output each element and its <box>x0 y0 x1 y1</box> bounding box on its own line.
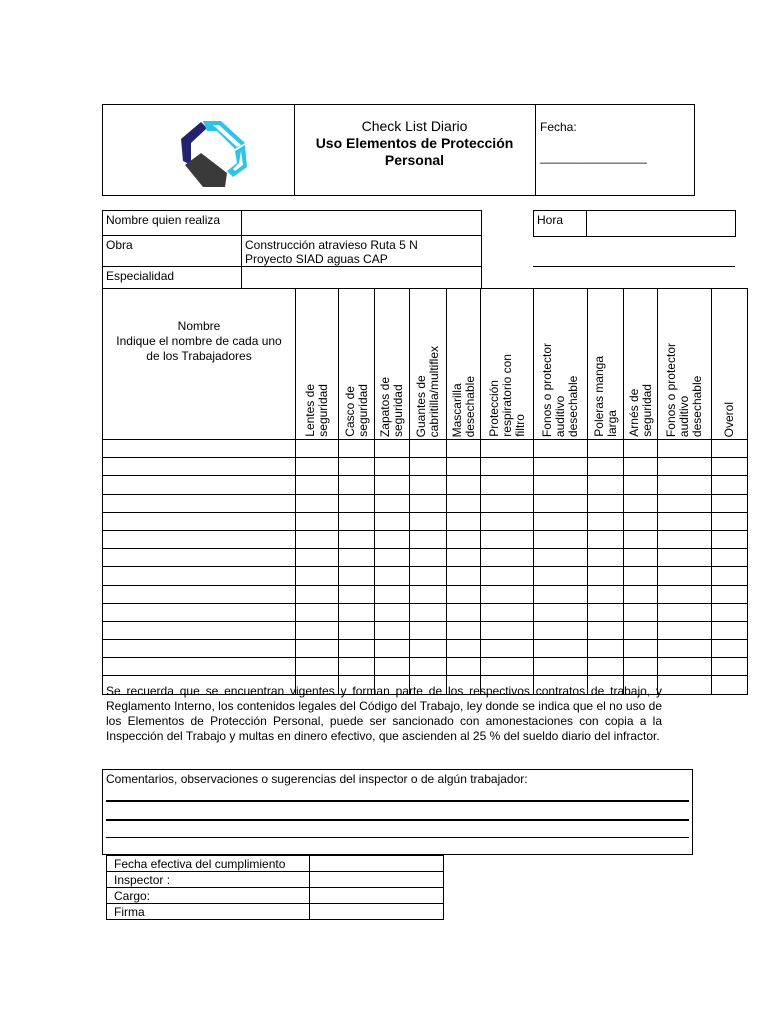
ppe-column-label <box>541 340 580 439</box>
ppe-check-cell[interactable] <box>447 640 481 658</box>
ppe-check-cell[interactable] <box>447 621 481 639</box>
ppe-check-cell[interactable] <box>339 603 375 621</box>
ppe-check-cell[interactable] <box>296 494 339 512</box>
ppe-check-cell[interactable] <box>339 585 375 603</box>
ppe-check-cell[interactable] <box>375 494 410 512</box>
ppe-check-cell[interactable] <box>447 567 481 585</box>
comments-line-1 <box>106 800 689 802</box>
name-column-header <box>103 289 296 440</box>
ppe-check-cell[interactable] <box>481 603 534 621</box>
signature-row <box>107 888 444 904</box>
ppe-check-cell[interactable] <box>339 658 375 676</box>
ppe-column-label-line: respiratorio con <box>499 354 514 437</box>
ppe-check-cell[interactable] <box>624 585 658 603</box>
table-row <box>103 567 748 585</box>
ppe-check-cell[interactable] <box>534 621 588 639</box>
signature-table <box>106 855 444 920</box>
ppe-column-label <box>593 353 619 439</box>
ppe-check-cell[interactable] <box>712 585 748 603</box>
obra-label-cell <box>102 235 242 267</box>
ppe-check-cell[interactable] <box>588 530 624 548</box>
table-row <box>103 530 748 548</box>
ppe-column-header <box>712 289 748 440</box>
ppe-check-cell[interactable] <box>534 440 588 458</box>
ppe-check-cell[interactable] <box>712 640 748 658</box>
ppe-check-cell[interactable] <box>296 640 339 658</box>
ppe-check-cell[interactable] <box>296 440 339 458</box>
signature-row-field[interactable] <box>310 888 444 904</box>
ppe-check-cell[interactable] <box>447 603 481 621</box>
ppe-check-cell[interactable] <box>588 658 624 676</box>
ppe-column-header <box>481 289 534 440</box>
ppe-column-label-line: filtro <box>512 414 527 437</box>
title-line-2: Uso Elementos de Protección <box>315 135 514 151</box>
ppe-column-header <box>624 289 658 440</box>
table-row <box>103 476 748 494</box>
comments-line-2 <box>106 819 689 821</box>
ppe-check-cell[interactable] <box>534 494 588 512</box>
ppe-check-cell[interactable] <box>339 549 375 567</box>
ppe-check-cell[interactable] <box>712 512 748 530</box>
especialidad-field[interactable] <box>241 266 482 289</box>
ppe-check-cell[interactable] <box>481 530 534 548</box>
table-row <box>103 440 748 458</box>
ppe-check-cell[interactable] <box>410 512 447 530</box>
ppe-check-cell[interactable] <box>410 549 447 567</box>
ppe-check-cell[interactable] <box>339 494 375 512</box>
ppe-column-label-line: cabritilla/multiflex <box>427 345 441 437</box>
ppe-column-header <box>375 289 410 440</box>
ppe-check-cell[interactable] <box>481 640 534 658</box>
ppe-check-cell[interactable] <box>624 567 658 585</box>
ppe-check-cell[interactable] <box>658 658 712 676</box>
especialidad-label: Especialidad <box>106 269 175 283</box>
fecha-field[interactable]: ________________ <box>540 150 647 164</box>
ppe-check-cell[interactable] <box>481 585 534 603</box>
ppe-check-cell[interactable] <box>296 512 339 530</box>
ppe-column-header <box>658 289 712 440</box>
ppe-check-cell[interactable] <box>296 621 339 639</box>
ppe-column-label-line: Fonos o protector <box>664 342 678 437</box>
ppe-column-label <box>344 381 370 439</box>
ppe-column-label-line: Guantes de <box>414 374 428 437</box>
ppe-check-cell[interactable] <box>447 440 481 458</box>
ppe-check-cell[interactable] <box>375 621 410 639</box>
ppe-column-label-line: seguridad <box>355 384 370 437</box>
ppe-check-cell[interactable] <box>481 549 534 567</box>
ppe-check-cell[interactable] <box>658 567 712 585</box>
ppe-check-cell[interactable] <box>481 567 534 585</box>
ppe-check-cell[interactable] <box>447 512 481 530</box>
comments-title: Comentarios, observaciones o sugerencias del inspector o de algún trabajador: <box>106 772 528 786</box>
table-row <box>103 549 748 567</box>
worker-name-cell[interactable] <box>103 512 296 530</box>
ppe-check-cell[interactable] <box>296 549 339 567</box>
ppe-column-label-line: Arnés de <box>626 388 641 437</box>
ppe-check-cell[interactable] <box>296 476 339 494</box>
ppe-check-cell[interactable] <box>588 585 624 603</box>
ppe-check-cell[interactable] <box>375 640 410 658</box>
ppe-check-cell[interactable] <box>339 640 375 658</box>
ppe-check-cell[interactable] <box>534 530 588 548</box>
ppe-check-cell[interactable] <box>588 567 624 585</box>
ppe-check-cell[interactable] <box>534 567 588 585</box>
ppe-check-cell[interactable] <box>624 512 658 530</box>
worker-name-cell[interactable] <box>103 585 296 603</box>
ppe-check-cell[interactable] <box>296 567 339 585</box>
signature-row-field[interactable] <box>310 856 444 872</box>
worker-name-cell[interactable] <box>103 440 296 458</box>
worker-name-cell[interactable] <box>103 603 296 621</box>
ppe-column-header <box>534 289 588 440</box>
ppe-column-label-line: desechable <box>690 375 704 437</box>
ppe-check-cell[interactable] <box>534 585 588 603</box>
ppe-check-cell[interactable] <box>712 658 748 676</box>
worker-name-cell[interactable] <box>103 658 296 676</box>
ppe-check-cell[interactable] <box>447 585 481 603</box>
ppe-check-cell[interactable] <box>588 440 624 458</box>
ppe-check-cell[interactable] <box>624 621 658 639</box>
ppe-check-cell[interactable] <box>481 458 534 476</box>
ppe-column-label-line: auditivo <box>553 395 567 437</box>
ppe-check-cell[interactable] <box>410 494 447 512</box>
ppe-check-cell[interactable] <box>447 549 481 567</box>
ppe-check-cell[interactable] <box>447 530 481 548</box>
ppe-checklist-table <box>102 288 748 695</box>
table-row <box>103 585 748 603</box>
ppe-check-cell[interactable] <box>658 512 712 530</box>
ppe-check-cell[interactable] <box>588 603 624 621</box>
ppe-check-cell[interactable] <box>712 440 748 458</box>
ppe-column-label-line: Overol <box>722 401 736 437</box>
company-logo <box>103 105 294 197</box>
ppe-check-cell[interactable] <box>375 512 410 530</box>
especialidad-label-cell <box>102 266 242 289</box>
signature-row-field[interactable] <box>310 872 444 888</box>
ppe-column-label-line: desechable <box>566 375 580 437</box>
ppe-check-cell[interactable] <box>410 458 447 476</box>
ppe-check-cell[interactable] <box>624 640 658 658</box>
nombre-label-cell <box>102 210 242 236</box>
ppe-check-cell[interactable] <box>588 476 624 494</box>
ppe-check-cell[interactable] <box>588 549 624 567</box>
title-line-1: Check List Diario <box>361 118 468 134</box>
ppe-column-label-line: seguridad <box>316 384 330 437</box>
ppe-check-cell[interactable] <box>712 458 748 476</box>
hora-label: Hora <box>537 213 564 227</box>
ppe-check-cell[interactable] <box>658 476 712 494</box>
table-row <box>103 603 748 621</box>
ppe-check-cell[interactable] <box>712 603 748 621</box>
ppe-check-cell[interactable] <box>624 476 658 494</box>
ppe-check-cell[interactable] <box>712 567 748 585</box>
worker-name-cell[interactable] <box>103 458 296 476</box>
comments-line-3 <box>106 837 689 838</box>
ppe-check-cell[interactable] <box>624 494 658 512</box>
table-row <box>103 512 748 530</box>
hora-underline <box>533 266 735 267</box>
ppe-column-label-line: Protección <box>486 380 501 437</box>
form-header <box>102 104 695 196</box>
ppe-check-cell[interactable] <box>588 494 624 512</box>
obra-line-2: Proyecto SIAD aguas CAP <box>245 252 388 266</box>
ppe-check-cell[interactable] <box>658 676 712 694</box>
ppe-check-cell[interactable] <box>375 567 410 585</box>
ppe-check-cell[interactable] <box>588 621 624 639</box>
name-header-line-1: Nombre <box>177 319 221 333</box>
ppe-check-cell[interactable] <box>534 512 588 530</box>
ppe-column-label <box>723 399 736 439</box>
hora-label-cell <box>533 210 587 237</box>
ppe-check-cell[interactable] <box>658 440 712 458</box>
ppe-check-cell[interactable] <box>534 549 588 567</box>
ppe-check-cell[interactable] <box>534 603 588 621</box>
obra-field[interactable] <box>241 235 482 267</box>
signature-row-label: Fecha efectiva del cumplimiento <box>107 856 310 872</box>
ppe-check-cell[interactable] <box>712 676 748 694</box>
ppe-column-header <box>410 289 447 440</box>
legal-notice: Se recuerda que se encuentran vigentes y forman parte de los respectivos contratos de trabajo, y Reglamento Interno, los contenidos legales del Código del Trabajo, ley donde se indica que el no uso de los Elementos de Protección Personal, puede ser sancionado con amonestaciones con copia a la Inspección del Trabajo y multas en dinero efectivo, que ascienden al 25 % del sueldo diario del infractor. <box>106 684 662 743</box>
ppe-check-cell[interactable] <box>534 476 588 494</box>
ppe-check-cell[interactable] <box>410 476 447 494</box>
ppe-check-cell[interactable] <box>481 494 534 512</box>
ppe-check-cell[interactable] <box>375 603 410 621</box>
ppe-check-cell[interactable] <box>624 440 658 458</box>
ppe-check-cell[interactable] <box>658 530 712 548</box>
ppe-check-cell[interactable] <box>339 458 375 476</box>
worker-name-cell[interactable] <box>103 549 296 567</box>
ppe-check-cell[interactable] <box>658 549 712 567</box>
ppe-column-header <box>588 289 624 440</box>
obra-line-1: Construcción atravieso Ruta 5 N <box>245 238 418 252</box>
ppe-column-label <box>665 340 704 439</box>
ppe-check-cell[interactable] <box>658 603 712 621</box>
ppe-column-label <box>304 381 330 439</box>
ppe-check-cell[interactable] <box>410 567 447 585</box>
ppe-check-cell[interactable] <box>447 458 481 476</box>
ppe-check-cell[interactable] <box>375 530 410 548</box>
name-header-line-3: de los Trabajadores <box>146 349 252 363</box>
ppe-check-cell[interactable] <box>296 585 339 603</box>
ppe-check-cell[interactable] <box>712 621 748 639</box>
table-row <box>103 458 748 476</box>
signature-row-field[interactable] <box>310 904 444 920</box>
signature-row <box>107 904 444 920</box>
ppe-check-cell[interactable] <box>658 494 712 512</box>
ppe-column-label-line: seguridad <box>639 384 654 437</box>
ppe-column-label-line: Zapatos de <box>378 376 392 437</box>
ppe-check-cell[interactable] <box>481 658 534 676</box>
ppe-check-cell[interactable] <box>481 512 534 530</box>
ppe-check-cell[interactable] <box>712 476 748 494</box>
logo-cell <box>103 105 295 195</box>
nombre-field[interactable] <box>241 210 482 236</box>
ppe-column-label-line: desechable <box>462 375 477 437</box>
ppe-check-cell[interactable] <box>712 530 748 548</box>
ppe-check-cell[interactable] <box>712 549 748 567</box>
worker-name-cell[interactable] <box>103 530 296 548</box>
ppe-column-header <box>339 289 375 440</box>
title-cell <box>294 105 536 195</box>
ppe-check-cell[interactable] <box>624 549 658 567</box>
ppe-column-label <box>488 351 527 439</box>
ppe-check-cell[interactable] <box>296 658 339 676</box>
ppe-check-cell[interactable] <box>339 440 375 458</box>
ppe-check-cell[interactable] <box>296 603 339 621</box>
ppe-column-label-line: Mascarilla <box>449 382 464 437</box>
ppe-check-cell[interactable] <box>375 549 410 567</box>
signature-row-label: Firma <box>107 904 310 920</box>
table-row <box>103 658 748 676</box>
fecha-label: Fecha: <box>540 120 577 134</box>
worker-name-cell[interactable] <box>103 640 296 658</box>
hora-field[interactable] <box>586 210 736 237</box>
name-header-line-2: Indique el nombre de cada uno <box>116 334 282 348</box>
ppe-column-label-line: Lentes de <box>303 384 317 437</box>
worker-name-cell[interactable] <box>103 494 296 512</box>
ppe-column-label <box>451 373 477 439</box>
table-row <box>103 621 748 639</box>
signature-row <box>107 856 444 872</box>
signature-row-label: Inspector : <box>107 872 310 888</box>
ppe-check-cell[interactable] <box>410 621 447 639</box>
ppe-check-cell[interactable] <box>410 585 447 603</box>
grid-header-row <box>103 289 748 440</box>
ppe-check-cell[interactable] <box>410 530 447 548</box>
ppe-check-cell[interactable] <box>712 494 748 512</box>
obra-label: Obra <box>106 238 133 252</box>
ppe-check-cell[interactable] <box>375 658 410 676</box>
ppe-column-label-line: Casco de <box>342 386 357 437</box>
worker-name-cell[interactable] <box>103 567 296 585</box>
ppe-check-cell[interactable] <box>481 621 534 639</box>
ppe-check-cell[interactable] <box>624 530 658 548</box>
ppe-check-cell[interactable] <box>534 640 588 658</box>
fecha-cell <box>535 105 694 195</box>
worker-name-cell[interactable] <box>103 476 296 494</box>
ppe-column-label <box>415 343 441 439</box>
ppe-column-label-line: seguridad <box>391 384 405 437</box>
ppe-check-cell[interactable] <box>296 530 339 548</box>
ppe-check-cell[interactable] <box>339 621 375 639</box>
ppe-check-cell[interactable] <box>481 476 534 494</box>
ppe-column-label-line: larga <box>604 410 619 437</box>
ppe-check-cell[interactable] <box>410 658 447 676</box>
ppe-check-cell[interactable] <box>588 640 624 658</box>
ppe-check-cell[interactable] <box>375 476 410 494</box>
table-row <box>103 494 748 512</box>
nombre-label: Nombre quien realiza <box>106 213 221 227</box>
title-line-3: Personal <box>384 152 445 168</box>
ppe-check-cell[interactable] <box>534 458 588 476</box>
ppe-check-cell[interactable] <box>410 440 447 458</box>
ppe-check-cell[interactable] <box>410 640 447 658</box>
ppe-check-cell[interactable] <box>658 640 712 658</box>
ppe-check-cell[interactable] <box>624 458 658 476</box>
ppe-check-cell[interactable] <box>296 458 339 476</box>
ppe-check-cell[interactable] <box>447 476 481 494</box>
ppe-column-label-line: Poleras manga <box>591 356 606 437</box>
signature-row <box>107 872 444 888</box>
ppe-check-cell[interactable] <box>375 458 410 476</box>
ppe-check-cell[interactable] <box>588 512 624 530</box>
ppe-check-cell[interactable] <box>481 440 534 458</box>
ppe-check-cell[interactable] <box>339 530 375 548</box>
ppe-check-cell[interactable] <box>339 567 375 585</box>
ppe-column-header <box>447 289 481 440</box>
ppe-check-cell[interactable] <box>339 476 375 494</box>
ppe-check-cell[interactable] <box>447 658 481 676</box>
ppe-check-cell[interactable] <box>658 458 712 476</box>
ppe-column-label-line: auditivo <box>677 395 691 437</box>
comments-box[interactable] <box>102 769 693 855</box>
ppe-column-header <box>296 289 339 440</box>
ppe-check-cell[interactable] <box>624 658 658 676</box>
ppe-check-cell[interactable] <box>447 494 481 512</box>
ppe-check-cell[interactable] <box>375 440 410 458</box>
ppe-check-cell[interactable] <box>624 603 658 621</box>
worker-name-cell[interactable] <box>103 621 296 639</box>
ppe-column-label-line: Fonos o protector <box>540 342 554 437</box>
ppe-check-cell[interactable] <box>534 658 588 676</box>
ppe-check-cell[interactable] <box>375 585 410 603</box>
ppe-check-cell[interactable] <box>588 458 624 476</box>
ppe-column-label <box>628 381 654 439</box>
table-row <box>103 640 748 658</box>
ppe-check-cell[interactable] <box>339 512 375 530</box>
ppe-check-cell[interactable] <box>410 603 447 621</box>
ppe-column-label <box>379 374 405 439</box>
signature-row-label: Cargo: <box>107 888 310 904</box>
ppe-check-cell[interactable] <box>658 585 712 603</box>
ppe-check-cell[interactable] <box>658 621 712 639</box>
